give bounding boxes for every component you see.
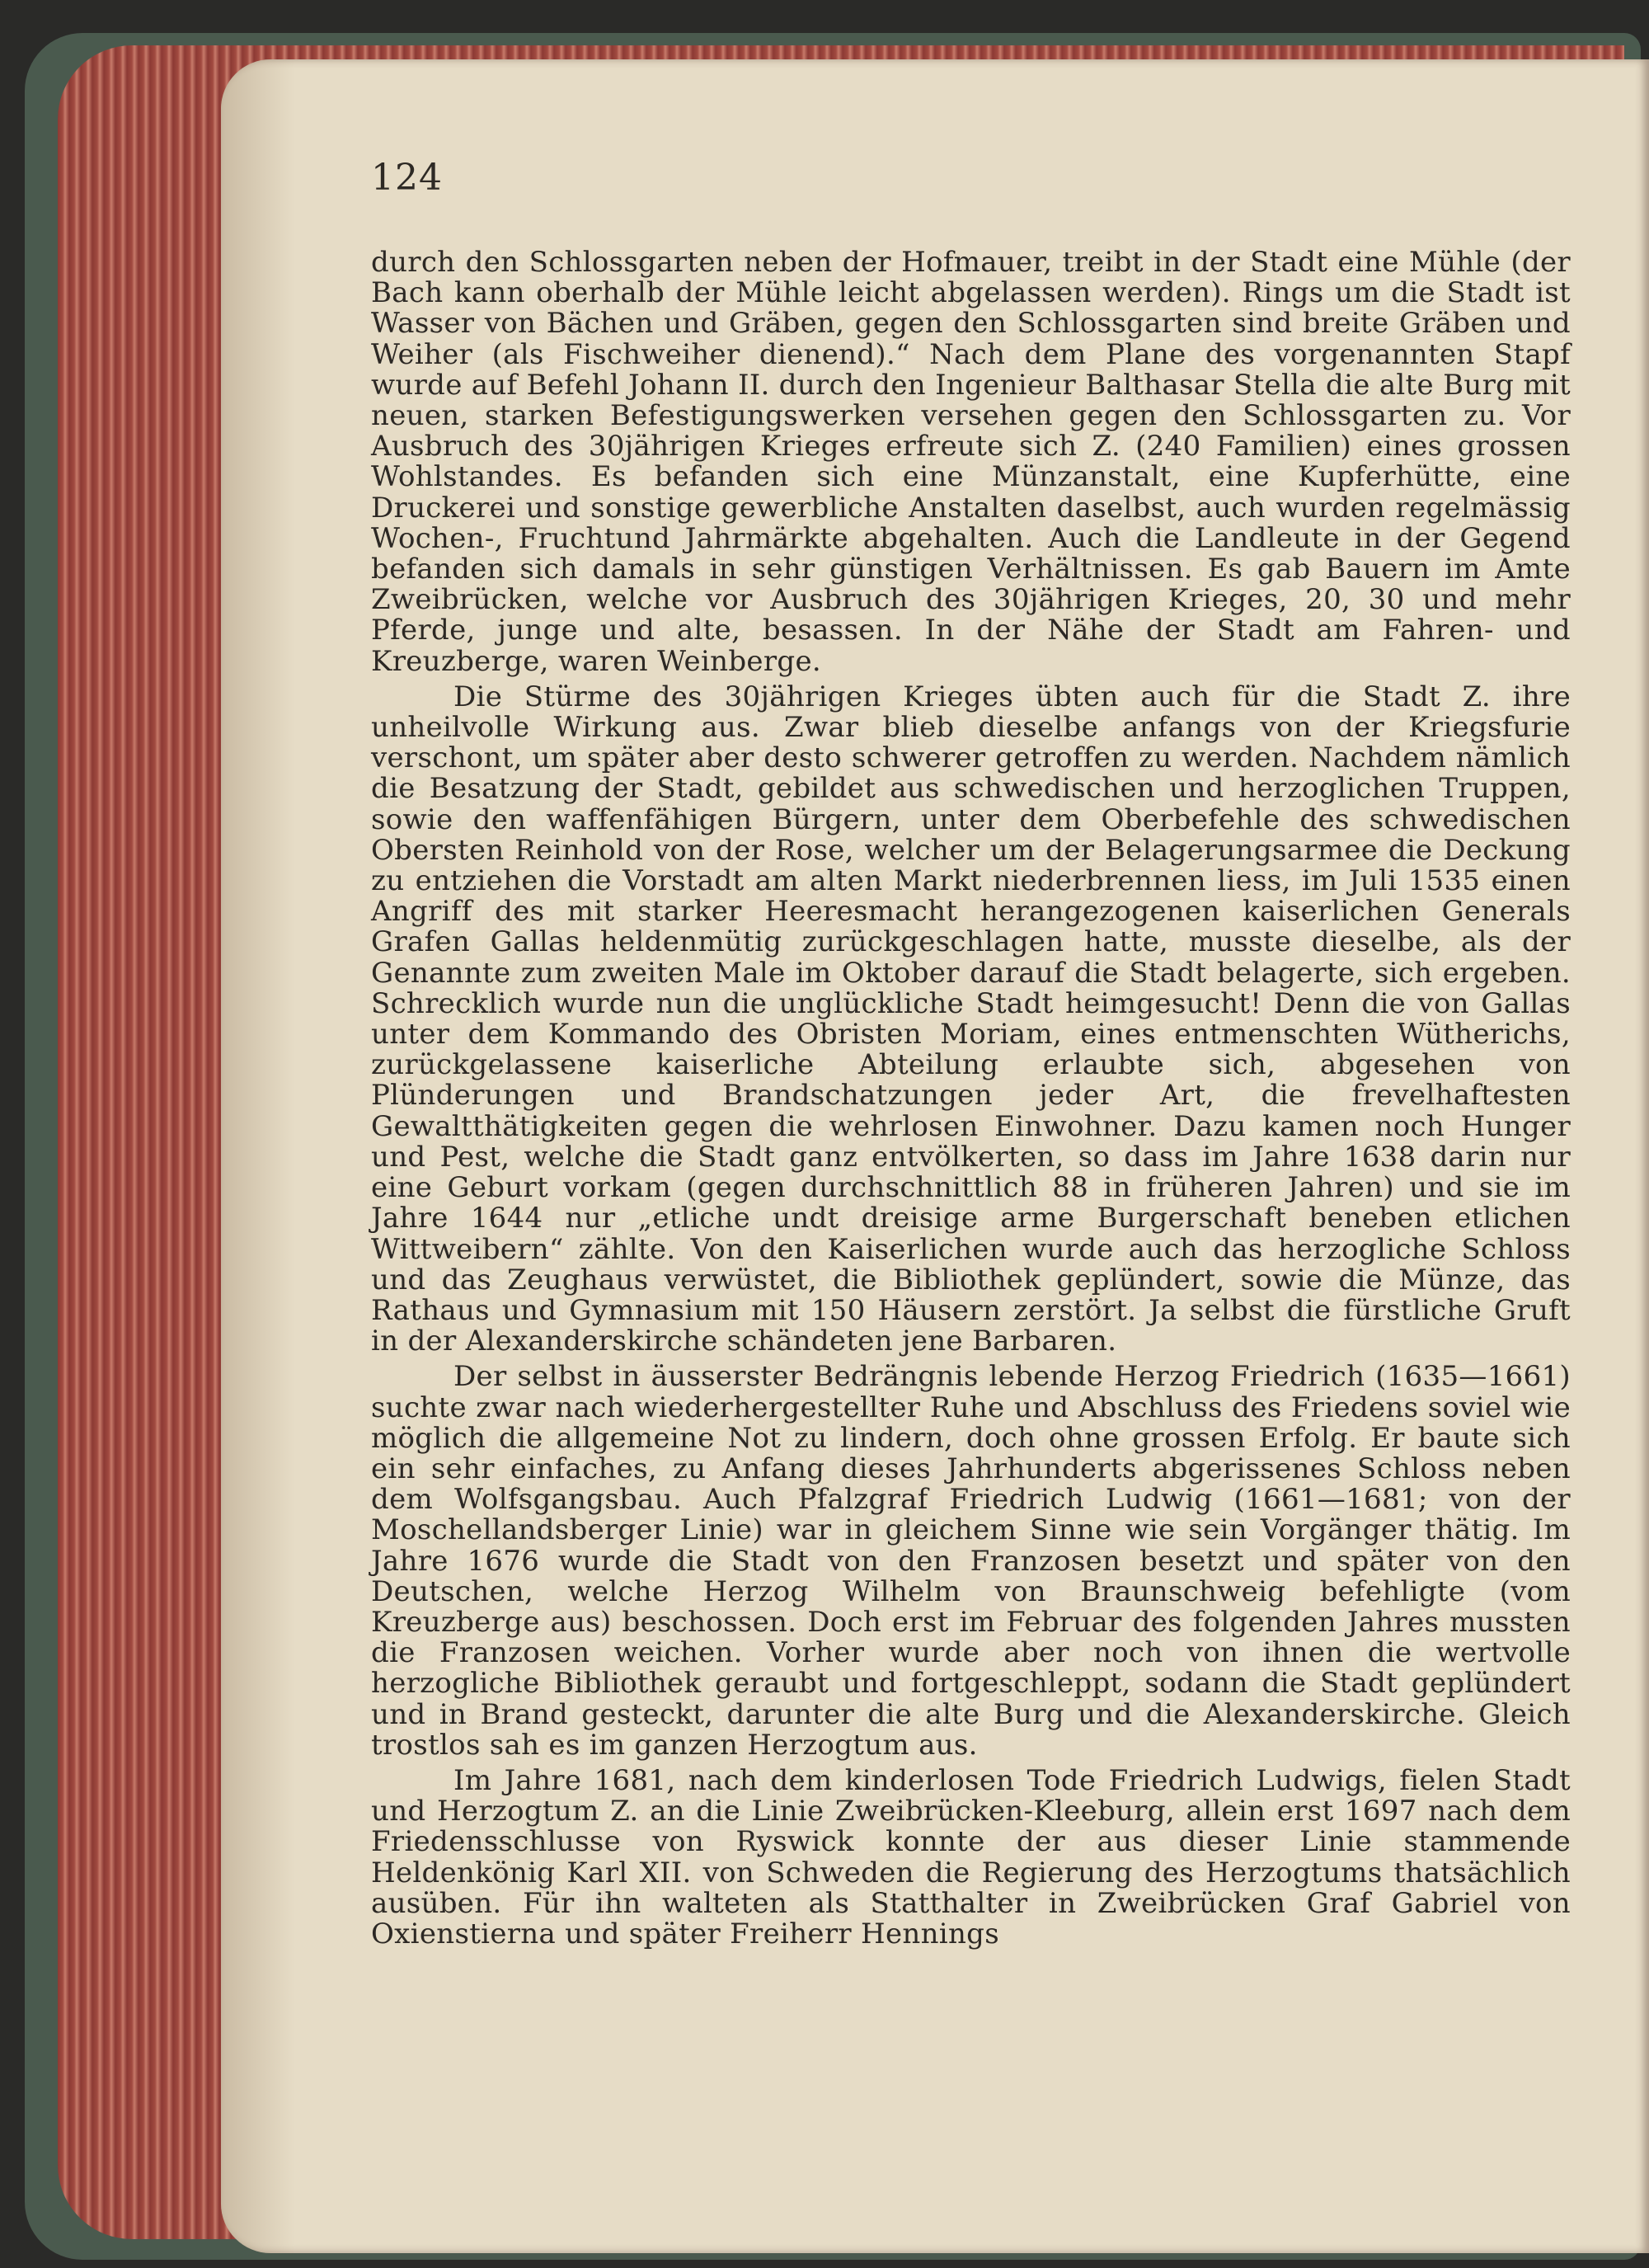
- paragraph-1: durch den Schlossgarten neben der Hofmauer, treibt in der Stadt eine Mühle (der Bach kann oberhalb der Mühle leicht abgelassen werden). Rings um die Stadt ist Wasser von Bächen und Gräben, gegen den Schlossgarten sind breite Gräben und Weiher (als Fischweiher dienend).“ Nach dem Plane des vorgenannten Stapf wurde auf Befehl Johann II. durch den Ingenieur Balthasar Stella die alte Burg mit neuen, starken Befestigungswerken versehen gegen den Schlossgarten zu. Vor Ausbruch des 30jährigen Krieges erfreute sich Z. (240 Familien) eines grossen Wohlstandes. Es befanden sich eine Münzanstalt, eine Kupferhütte, eine Druckerei und sonstige gewerbliche Anstalten daselbst, auch wurden regelmässig Wochen-, Fruchtund Jahrmärkte abgehalten. Auch die Landleute in der Gegend befanden sich damals in sehr günstigen Verhältnissen. Es gab Bauern im Amte Zweibrücken, welche vor Ausbruch des 30jährigen Krieges, 20, 30 und mehr Pferde, junge und alte, besassen. In der Nähe der Stadt am Fahren- und Kreuzberge, waren Weinberge.: [371, 246, 1571, 678]
- page-number: 124: [371, 157, 443, 199]
- paragraph-3: Der selbst in äusserster Bedrängnis lebende Herzog Friedrich (1635—1661) suchte zwar nach wiederhergestellter Ruhe und Abschluss des Friedens soviel wie möglich die allgemeine Not zu lindern, doch ohne grossen Erfolg. Er baute sich ein sehr einfaches, zu Anfang dieses Jahrhunderts abgerissenes Schloss neben dem Wolfsgangsbau. Auch Pfalzgraf Friedrich Ludwig (1661—1681; von der Moschellandsberger Linie) war in gleichem Sinne wie sein Vorgänger thätig. Im Jahre 1676 wurde die Stadt von den Franzosen besetzt und später von den Deutschen, welche Herzog Wilhelm von Braunschweig befehligte (vom Kreuzberge aus) beschossen. Doch erst im Februar des folgenden Jahres mussten die Franzosen weichen. Vorher wurde aber noch von ihnen die wertvolle herzogliche Bibliothek geraubt und fortgeschleppt, sodann die Stadt geplündert und in Brand gesteckt, darunter die alte Burg und die Alexanderskirche. Gleich trostlos sah es im ganzen Herzogtum aus.: [371, 1360, 1571, 1762]
- paragraph-2: Die Stürme des 30jährigen Krieges übten auch für die Stadt Z. ihre unheilvolle Wirkung aus. Zwar blieb dieselbe anfangs von der Kriegsfurie verschont, um später aber desto schwerer getroffen zu werden. Nachdem nämlich die Besatzung der Stadt, gebildet aus schwedischen und herzoglichen Truppen, sowie den waffenfähigen Bürgern, unter dem Oberbefehle des schwedischen Obersten Reinhold von der Rose, welcher um der Belagerungsarmee die Deckung zu entziehen die Vorstadt am alten Markt niederbrennen liess, im Juli 1535 einen Angriff des mit starker Heeresmacht herangezogenen kaiserlichen Generals Grafen Gallas heldenmütig zurückgeschlagen hatte, musste dieselbe, als der Genannte zum zweiten Male im Oktober darauf die Stadt belagerte, sich ergeben. Schrecklich wurde nun die unglückliche Stadt heimgesucht! Denn die von Gallas unter dem Kommando des Obristen Moriam, eines entmenschten Wütherichs, zurückgelassene kaiserliche Abteilung erlaubte sich, abgesehen von Plünderungen und Brandschatzungen jeder Art, die frevelhaftesten Gewaltthätigkeiten gegen die wehrlosen Einwohner. Dazu kamen noch Hunger und Pest, welche die Stadt ganz entvölkerten, so dass im Jahre 1638 darin nur eine Geburt vorkam (gegen durchschnittlich 88 in früheren Jahren) und sie im Jahre 1644 nur „etliche undt dreisige arme Burgerschaft beneben etlichen Wittweibern“ zählte. Von den Kaiserlichen wurde auch das herzogliche Schloss und das Zeughaus verwüstet, die Bibliothek geplündert, sowie die Münze, das Rathaus und Gymnasium mit 150 Häusern zerstört. Ja selbst die fürstliche Gruft in der Alexanderskirche schändeten jene Barbaren.: [371, 680, 1571, 1358]
- page-text: [371, 247, 1571, 1950]
- paragraph-4: Im Jahre 1681, nach dem kinderlosen Tode Friedrich Ludwigs, fielen Stadt und Herzogtum Z. an die Linie Zweibrücken-Kleeburg, allein erst 1697 nach dem Friedensschlusse von Ryswick konnte der aus dieser Linie stammende Heldenkönig Karl XII. von Schweden die Regierung des Herzogtums thatsächlich ausüben. Für ihn walteten als Statthalter in Zweibrücken Graf Gabriel von Oxienstierna und später Freiherr Hennings: [371, 1763, 1571, 1950]
